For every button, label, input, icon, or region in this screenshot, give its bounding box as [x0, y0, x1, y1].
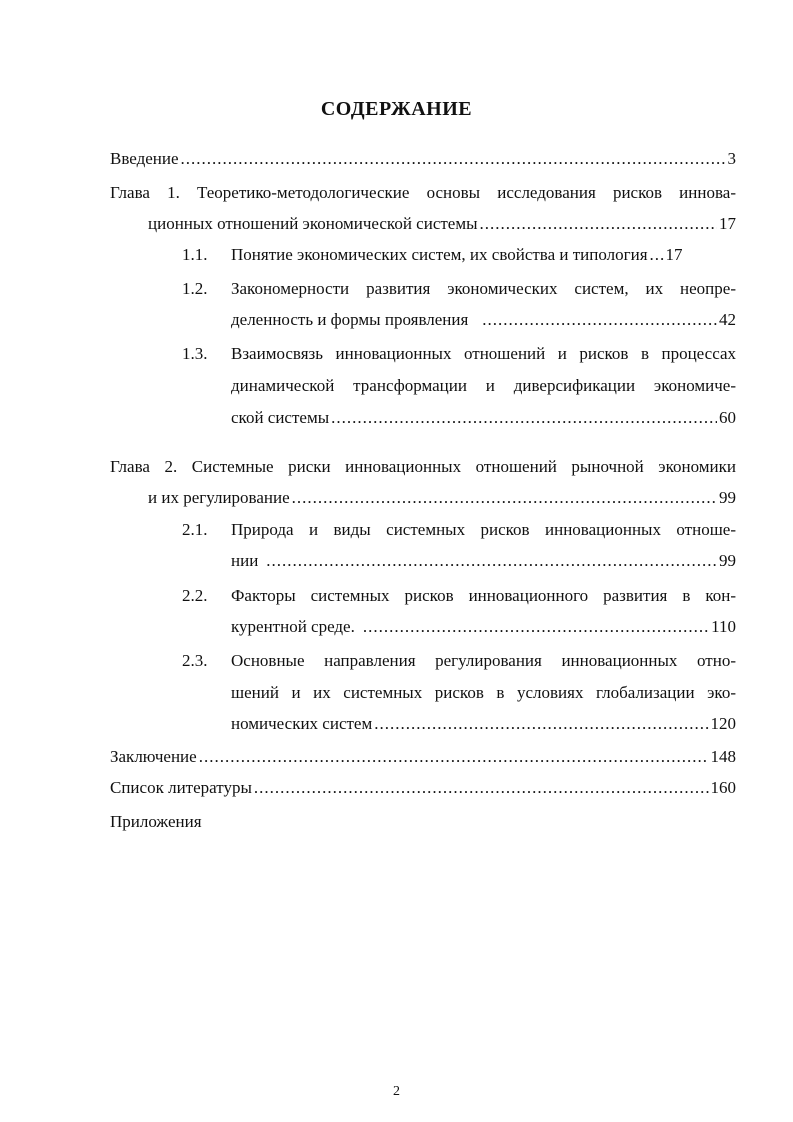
section-line: шений и их системных рисков в условиях глобализации эко- [231, 683, 736, 702]
toc-page-number: 99 [719, 488, 736, 507]
leader-dots [292, 484, 717, 512]
leader-dots [650, 241, 664, 269]
section-line: деленность и формы проявления ..... 42 [231, 306, 736, 334]
toc-page-number: 42 [719, 310, 736, 329]
toc-entry-conclusion[interactable] [110, 743, 736, 771]
toc-entry-label: Введение [110, 149, 179, 168]
leader-dots [181, 145, 726, 173]
toc-entry-appendix[interactable] [110, 808, 736, 836]
toc-entry-intro[interactable] [110, 145, 736, 173]
toc-page-number: 99 [719, 551, 736, 570]
page-number: 2 [393, 1084, 400, 1099]
toc-page-number: 148 [710, 747, 736, 766]
page-title: СОДЕРЖАНИЕ [320, 98, 473, 120]
toc-page-number: 17 [719, 214, 736, 233]
section-number: 1.1. [182, 245, 208, 264]
toc-page-number: 110 [711, 617, 736, 636]
leader-dots [482, 306, 717, 334]
leader-dots [363, 613, 709, 641]
section-number: 1.2. [182, 279, 208, 298]
toc-page-number: 160 [710, 778, 736, 797]
chapter-2-title-line-1: Глава 2. Системные риски инновационных отношений рыночной экономики [110, 457, 736, 476]
toc-page-number: 17 [665, 245, 683, 264]
leader-dots [331, 404, 717, 432]
section-line: ской системы ..... 60 [231, 404, 736, 432]
toc-entry-label: Заключение [110, 747, 197, 766]
toc-entry-label: Приложения [110, 812, 202, 831]
section-line: курентной среде. ..... 110 [231, 613, 736, 641]
section-number: 2.1. [182, 520, 208, 539]
toc-page-number: 120 [710, 714, 736, 733]
leader-dots [480, 210, 717, 238]
section-number: 2.3. [182, 651, 208, 670]
section-line: Основные направления регулирования инновационных отно- [231, 651, 736, 670]
section-line: Природа и виды системных рисков инновационных отноше- [231, 520, 736, 539]
section-line: динамической трансформации и диверсификации экономиче- [231, 376, 736, 395]
section-number: 1.3. [182, 344, 208, 363]
section-number: 2.2. [182, 586, 208, 605]
toc-page-number: 3 [727, 149, 736, 168]
leader-dots [374, 710, 708, 738]
section-line: номических систем ..... 120 [231, 710, 736, 738]
section-line: Закономерности развития экономических систем, их неопре- [231, 279, 736, 298]
section-line: Факторы системных рисков инновационного развития в кон- [231, 586, 736, 605]
section-line: нии ..... 99 [231, 547, 736, 575]
toc-entry-label: Список литературы [110, 778, 252, 797]
section-line: Понятие экономических систем, их свойства и типология ..... 17 [231, 241, 736, 269]
chapter-2-title-line-2: и их регулирование ..... 99 [148, 484, 736, 512]
leader-dots [266, 547, 717, 575]
leader-dots [199, 743, 709, 771]
chapter-1-title-line-2: ционных отношений экономической системы ..... 17 [148, 210, 736, 238]
leader-dots [254, 774, 709, 802]
chapter-1-title-line-1: Глава 1. Теоретико-методологические основы исследования рисков иннова- [110, 183, 736, 202]
toc-page-number: 60 [719, 408, 736, 427]
toc-entry-references[interactable] [110, 774, 736, 802]
section-line: Взаимосвязь инновационных отношений и рисков в процессах [231, 344, 736, 363]
